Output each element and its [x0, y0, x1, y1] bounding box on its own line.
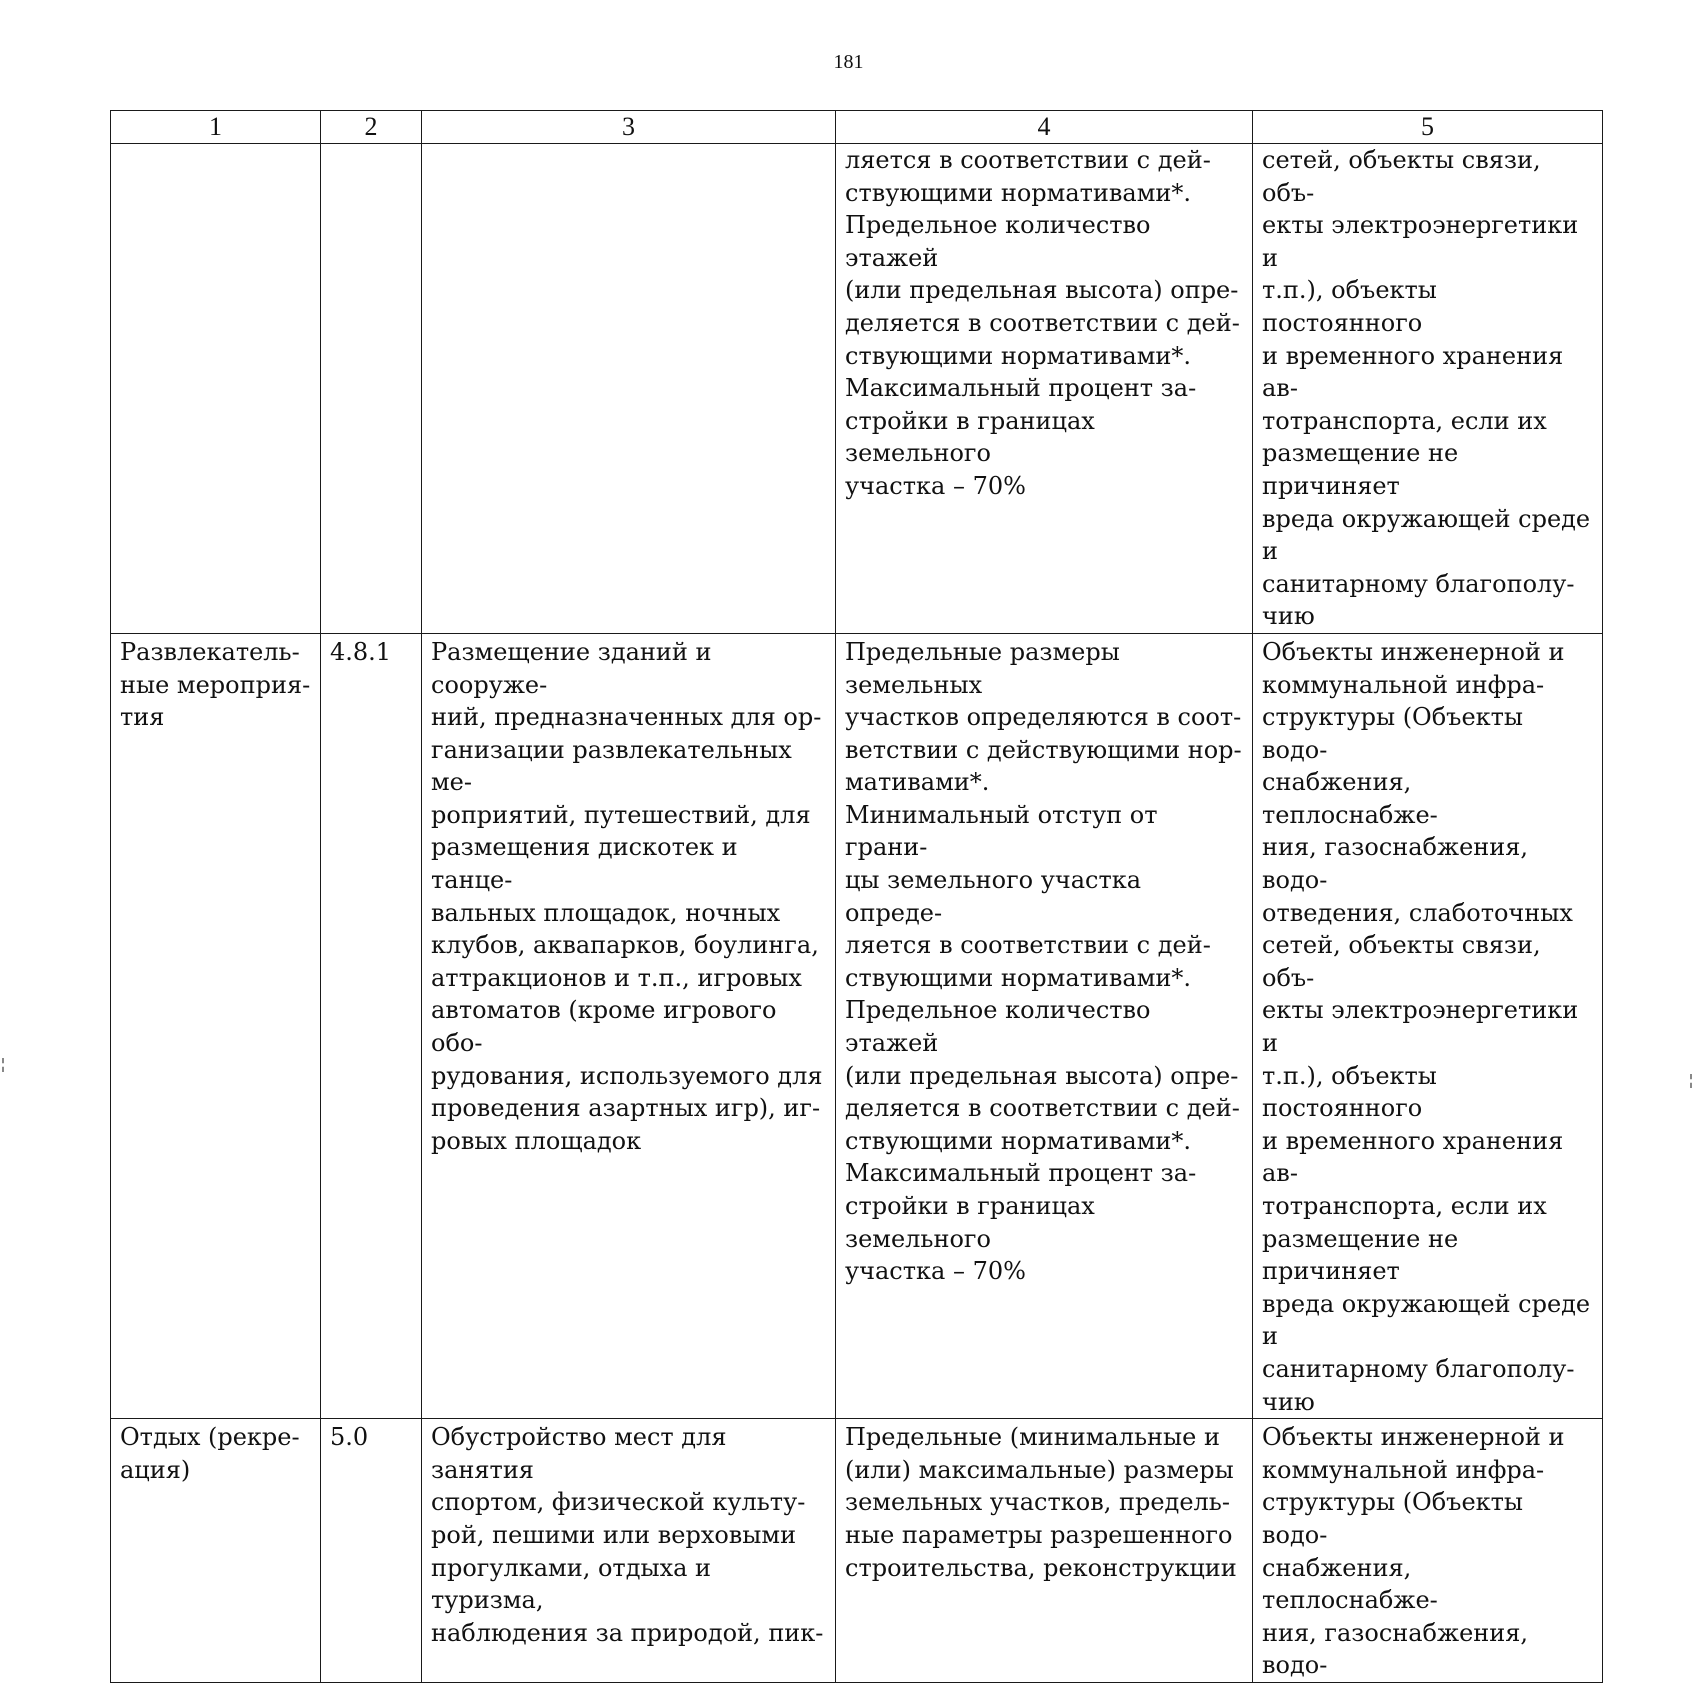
table-header-row	[111, 111, 1603, 144]
cell-parameters: ляется в соответствии с дей- ствующими нормативами*. Предельное количество этажей (или предельная высота) опре- деляется в соответствии с дей- ствующими нормативами*. Максимальный процент за- стройки в границах земельного участка – 70%	[836, 144, 1253, 634]
cell-use-code: 4.8.1	[321, 633, 422, 1418]
cell-use-code: 5.0	[321, 1419, 422, 1683]
cell-use-name: Развлекатель- ные мероприя- тия	[111, 633, 321, 1418]
table-row-continuation	[111, 144, 1603, 634]
scan-edge-mark-right	[1690, 1074, 1695, 1088]
column-header-1: 1	[111, 111, 321, 144]
table-row-recreation	[111, 1419, 1603, 1683]
cell-use-name: Отдых (рекре- ация)	[111, 1419, 321, 1683]
cell-auxiliary-uses: сетей, объекты связи, объ- екты электроэнергетики и т.п.), объекты постоянного и временного хранения ав- тотранспорта, если их размещение не причиняет вреда окружающей среде и санитарному благополу- чию	[1253, 144, 1603, 634]
cell-parameters: Предельные (минимальные и (или) максимальные) размеры земельных участков, предель- ные параметры разрешенного строительства, реконструкции	[836, 1419, 1253, 1683]
cell-use-description	[422, 144, 836, 634]
regulations-table	[110, 110, 1603, 1683]
cell-use-description: Обустройство мест для занятия спортом, физической культу- рой, пешими или верховыми прогулками, отдыха и туризма, наблюдения за природой, пик-	[422, 1419, 836, 1683]
page-number: 181	[833, 51, 864, 73]
cell-use-description: Размещение зданий и сооруже- ний, предназначенных для ор- ганизации развлекательных ме- роприятий, путешествий, для размещения дискотек и танце- вальных площадок, ночных клубов, аквапарков, боулинга, аттракционов и т.п., игровых автоматов (кроме игрового обо- рудования, используемого для проведения азартных игр), иг- ровых площадок	[422, 633, 836, 1418]
column-header-5: 5	[1253, 111, 1603, 144]
cell-auxiliary-uses: Объекты инженерной и коммунальной инфра- структуры (Объекты водо- снабжения, теплоснабже- ния, газоснабжения, водо-	[1253, 1419, 1603, 1683]
column-header-4: 4	[836, 111, 1253, 144]
cell-parameters: Предельные размеры земельных участков определяются в соот- ветствии с действующими нор- мативами*. Минимальный отступ от грани- цы земельного участка опреде- ляется в соответствии с дей- ствующими нормативами*. Предельное количество этажей (или предельная высота) опре- деляется в соответствии с дей- ствующими нормативами*. Максимальный процент за- стройки в границах земельного участка – 70%	[836, 633, 1253, 1418]
scan-edge-mark-left	[2, 1058, 7, 1072]
cell-use-code	[321, 144, 422, 634]
column-header-3: 3	[422, 111, 836, 144]
table-row-entertainment	[111, 633, 1603, 1418]
cell-auxiliary-uses: Объекты инженерной и коммунальной инфра- структуры (Объекты водо- снабжения, теплоснабже- ния, газоснабжения, водо- отведения, слаботочных сетей, объекты связи, объ- екты электроэнергетики и т.п.), объекты постоянного и временного хранения ав- тотранспорта, если их размещение не причиняет вреда окружающей среде и санитарному благополу- чию	[1253, 633, 1603, 1418]
cell-use-name	[111, 144, 321, 634]
column-header-2: 2	[321, 111, 422, 144]
